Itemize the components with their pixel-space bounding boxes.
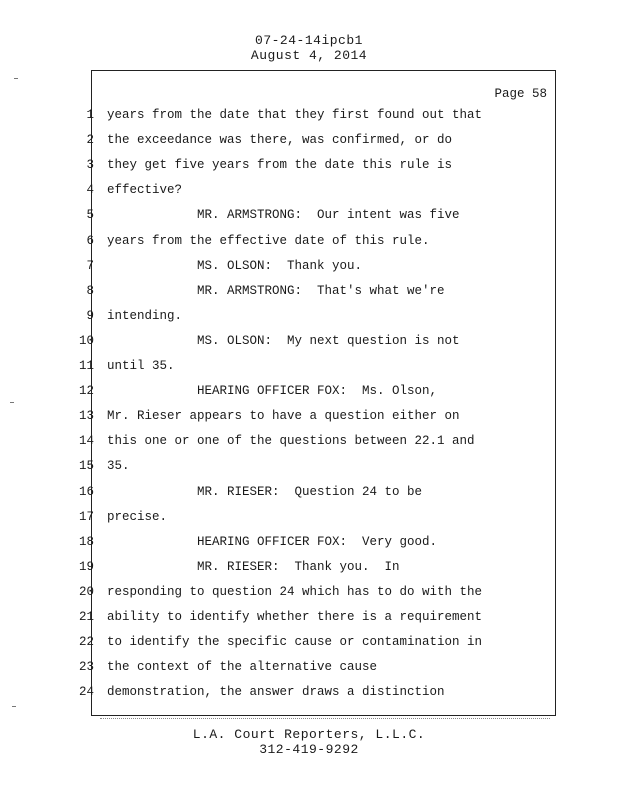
line-number: 23 (78, 660, 94, 674)
line-number: 15 (78, 459, 94, 473)
header-date: August 4, 2014 (250, 48, 368, 63)
line-number: 14 (78, 434, 94, 448)
scan-speck (12, 706, 16, 707)
line-number: 13 (78, 409, 94, 423)
transcript-line-text: years from the effective date of this rule. (107, 234, 430, 248)
transcript-line-text: they get five years from the date this rule is (107, 158, 453, 172)
line-number: 21 (78, 610, 94, 624)
line-number: 1 (86, 108, 94, 122)
header-case-id: 07-24-14ipcb1 (255, 33, 363, 48)
line-number: 20 (78, 585, 94, 599)
line-number: 16 (78, 485, 94, 499)
line-number: 18 (78, 535, 94, 549)
transcript-line-text: ability to identify whether there is a requirement (107, 610, 483, 624)
line-number: 4 (86, 183, 94, 197)
transcript-line-text: demonstration, the answer draws a distinction (107, 685, 445, 699)
line-number: 7 (86, 259, 94, 273)
line-number: 11 (78, 359, 94, 373)
transcript-line-text: the exceedance was there, was confirmed, or do (107, 133, 453, 147)
transcript-line-text: HEARING OFFICER FOX: Very good. (107, 535, 438, 549)
line-number: 10 (78, 334, 94, 348)
line-number: 22 (78, 635, 94, 649)
line-number: 17 (78, 510, 94, 524)
transcript-line-text: 35. (107, 459, 130, 473)
footer-phone: 312-419-9292 (259, 742, 359, 757)
footer-reporter-name: L.A. Court Reporters, L.L.C. (192, 727, 426, 742)
transcript-line-text: to identify the specific cause or contamination in (107, 635, 483, 649)
transcript-line-text: years from the date that they first found out that (107, 108, 483, 122)
transcript-line-text: MR. ARMSTRONG: Our intent was five (107, 208, 460, 222)
transcript-line-text: effective? (107, 183, 183, 197)
transcript-line-text: precise. (107, 510, 168, 524)
transcript-line-text: MR. RIESER: Question 24 to be (107, 485, 423, 499)
line-number: 24 (78, 685, 94, 699)
transcript-line-text: Mr. Rieser appears to have a question either on (107, 409, 460, 423)
line-number: 19 (78, 560, 94, 574)
transcript-line-text: HEARING OFFICER FOX: Ms. Olson, (107, 384, 438, 398)
transcript-line-text: MS. OLSON: My next question is not (107, 334, 460, 348)
line-number: 6 (86, 234, 94, 248)
transcript-line-text: until 35. (107, 359, 175, 373)
scan-speck (14, 78, 18, 79)
line-number: 2 (86, 133, 94, 147)
line-number: 8 (86, 284, 94, 298)
scan-speck (10, 402, 14, 403)
transcript-line-text: the context of the alternative cause (107, 660, 378, 674)
line-number: 9 (86, 309, 94, 323)
transcript-line-text: MR. RIESER: Thank you. In (107, 560, 400, 574)
page-number: Page 58 (494, 87, 547, 101)
bottom-divider (100, 718, 550, 719)
transcript-line-text: MS. OLSON: Thank you. (107, 259, 363, 273)
transcript-line-text: this one or one of the questions between 22.1 and (107, 434, 475, 448)
line-number: 3 (86, 158, 94, 172)
transcript-line-text: intending. (107, 309, 183, 323)
transcript-line-text: responding to question 24 which has to do with the (107, 585, 483, 599)
transcript-line-text: MR. ARMSTRONG: That's what we're (107, 284, 445, 298)
line-number: 5 (86, 208, 94, 222)
line-number: 12 (78, 384, 94, 398)
